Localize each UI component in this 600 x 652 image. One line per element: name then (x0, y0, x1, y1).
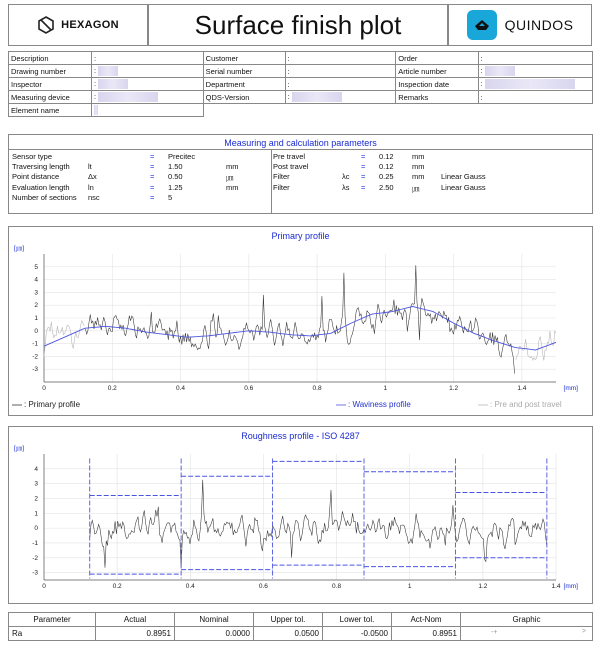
param-value: 5 (168, 192, 173, 202)
header-parameter: Parameter (9, 613, 96, 627)
info-label: Element name (9, 104, 92, 117)
param-value: 0.50 (168, 172, 183, 182)
param-symbol: nsc (88, 192, 100, 202)
info-value: : (285, 91, 396, 104)
header-lower-tol: Lower tol. (323, 613, 392, 627)
legend-waviness-label: : Waviness profile (348, 400, 411, 409)
legend-primary-label: : Primary profile (24, 400, 81, 409)
quindos-logo (448, 4, 592, 46)
table-row (9, 627, 593, 641)
legend-travel-label: : Pre and post travel (490, 400, 562, 409)
param-symbol: λs (342, 182, 350, 192)
param-symbol: λc (342, 172, 350, 182)
y-tick-label: 2 (34, 495, 38, 503)
redacted-value (292, 92, 342, 102)
y-unit-label: [㎛] (14, 445, 25, 452)
info-label: Customer (203, 52, 285, 65)
param-name: Traversing length (12, 162, 70, 172)
param-name: Filter (273, 182, 290, 192)
info-value: : (478, 91, 592, 104)
info-row (9, 91, 593, 104)
y-tick-label: 1 (34, 510, 38, 518)
y-tick-label: 1 (34, 315, 38, 322)
y-tick-label: -3 (32, 366, 38, 374)
redacted-value (98, 92, 158, 102)
x-tick-label: 0.8 (332, 583, 342, 590)
x-tick-label: 1.2 (478, 583, 488, 590)
y-tick-label: 0 (34, 327, 38, 335)
param-value: 1.50 (168, 162, 183, 172)
x-tick-label: 1.4 (517, 385, 527, 392)
quindos-logo-icon (467, 10, 497, 40)
info-value: : (92, 65, 204, 78)
param-value: Precitec (168, 152, 196, 161)
param-unit: mm (412, 152, 425, 161)
hexagon-logo-icon (37, 16, 55, 34)
param-unit: ㎛ (226, 173, 234, 183)
param-name: Post travel (273, 162, 309, 172)
x-tick-label: 0.4 (185, 583, 195, 590)
info-value: : (92, 91, 204, 104)
y-tick-label: -3 (32, 569, 38, 577)
param-value: 0.12 (379, 152, 394, 161)
x-tick-label: 1.4 (551, 583, 561, 590)
info-value: : (478, 78, 592, 91)
param-unit: mm (412, 162, 425, 172)
x-tick-label: 0.6 (258, 583, 268, 590)
header-actual: Actual (96, 613, 175, 627)
param-equals: = (361, 172, 366, 182)
param-symbol: Δx (88, 172, 97, 182)
y-tick-label: 3 (34, 480, 38, 488)
info-row (9, 52, 593, 65)
roughness-profile-line (90, 480, 547, 568)
primary-profile-line (85, 265, 514, 373)
roughness-profile-chart (8, 426, 593, 604)
param-value: 0.12 (379, 162, 394, 172)
info-row (9, 78, 593, 91)
info-label: Department (203, 78, 285, 91)
roughness-profile-title: Roughness profile - ISO 4287 (241, 431, 360, 441)
x-tick-label: 0 (42, 385, 46, 392)
param-name: Number of sections (12, 192, 77, 202)
param-symbol: lt (88, 162, 92, 172)
param-name: Evaluation length (12, 182, 70, 192)
param-equals: = (150, 182, 155, 192)
redacted-value (98, 66, 118, 76)
measuring-title: Measuring and calculation parameters (224, 138, 377, 148)
redacted-value (98, 79, 128, 89)
x-tick-label: 1 (407, 583, 412, 590)
param-value: 2.50 (379, 182, 394, 192)
y-tick-label: -1 (32, 340, 38, 348)
y-tick-label: -2 (32, 353, 38, 361)
info-label: Article number (396, 65, 478, 78)
chevron-right-icon: > (581, 628, 586, 635)
result-actual: 0.8951 (96, 627, 175, 641)
results-table (8, 612, 593, 641)
param-filter-type: Linear Gauss (441, 182, 486, 192)
info-value (92, 104, 204, 117)
x-tick-label: 0 (42, 583, 46, 590)
info-label: Inspector (9, 78, 92, 91)
y-unit-label: [㎛] (14, 245, 25, 252)
param-name: Filter (273, 172, 290, 182)
y-tick-label: 4 (34, 276, 38, 284)
header-upper-tol: Upper tol. (254, 613, 323, 627)
x-tick-label: 0.6 (244, 385, 254, 392)
hexagon-logo-text: HEXAGON (61, 19, 119, 31)
param-value: 0.25 (379, 172, 394, 182)
x-tick-label: 0.8 (312, 385, 322, 392)
param-unit: mm (412, 172, 425, 182)
info-label: Order (396, 52, 478, 65)
param-equals: = (361, 182, 366, 192)
info-value: : (285, 78, 396, 91)
info-label: Measuring device (9, 91, 92, 104)
header-act-nom: Act-Nom (392, 613, 461, 627)
param-name: Point distance (12, 172, 60, 182)
info-value: : (478, 52, 592, 65)
info-label: Drawing number (9, 65, 92, 78)
result-param: Ra (9, 627, 96, 641)
param-equals: = (361, 162, 366, 172)
param-equals: = (150, 162, 155, 172)
y-tick-label: 2 (34, 302, 38, 310)
info-label: Description (9, 52, 92, 65)
x-tick-label: 1.2 (449, 385, 459, 392)
info-label: QDS-Version (203, 91, 285, 104)
info-row (9, 104, 593, 117)
result-act-nom: 0.8951 (392, 627, 461, 641)
x-tick-label: 1 (383, 385, 388, 392)
info-table (8, 51, 593, 117)
hexagon-logo (8, 4, 148, 46)
header-nominal: Nominal (175, 613, 254, 627)
page-title: Surface finish plot (148, 4, 448, 46)
y-tick-label: 0 (34, 525, 38, 533)
quindos-logo-text: QUINDOS (504, 17, 574, 33)
results-header-row (9, 613, 593, 627)
info-value: : (92, 78, 204, 91)
x-tick-label: 0.2 (107, 385, 117, 392)
param-filter-type: Linear Gauss (441, 172, 486, 182)
info-label: Remarks (396, 91, 478, 104)
graphic-marker: -+ (491, 629, 498, 636)
redacted-value (485, 66, 515, 76)
param-unit: mm (226, 162, 239, 172)
result-graphic (461, 627, 593, 641)
param-equals: = (361, 152, 366, 161)
info-row (9, 65, 593, 78)
redacted-value (485, 79, 575, 89)
param-equals: = (150, 192, 155, 202)
result-upper: 0.0500 (254, 627, 323, 641)
info-value: : (285, 65, 396, 78)
info-label: Serial number (203, 65, 285, 78)
header-graphic: Graphic (461, 613, 593, 627)
param-equals: = (150, 172, 155, 182)
param-name: Pre travel (273, 152, 306, 161)
info-value: : (285, 52, 396, 65)
info-value: : (92, 52, 204, 65)
result-nominal: 0.0000 (175, 627, 254, 641)
y-tick-label: 5 (34, 263, 38, 271)
x-tick-label: 0.2 (112, 583, 122, 590)
param-value: 1.25 (168, 182, 183, 192)
result-lower: -0.0500 (323, 627, 392, 641)
param-name: Sensor type (12, 152, 53, 161)
info-label: Inspection date (396, 78, 478, 91)
y-tick-label: 4 (34, 465, 38, 473)
y-tick-label: 3 (34, 289, 38, 297)
param-symbol: ln (88, 182, 94, 192)
y-tick-label: -2 (32, 554, 38, 562)
info-value: : (478, 65, 592, 78)
pre-travel-line (44, 321, 84, 357)
x-tick-label: 0.4 (176, 385, 186, 392)
param-unit: ㎛ (412, 183, 420, 193)
param-equals: = (150, 152, 155, 161)
redacted-value (94, 105, 98, 115)
x-unit-label: [mm] (563, 583, 578, 590)
primary-profile-title: Primary profile (271, 231, 330, 241)
x-unit-label: [mm] (563, 385, 578, 392)
y-tick-label: -1 (32, 539, 38, 547)
info-empty (203, 104, 592, 117)
primary-profile-chart (8, 226, 593, 416)
param-unit: mm (226, 182, 239, 192)
